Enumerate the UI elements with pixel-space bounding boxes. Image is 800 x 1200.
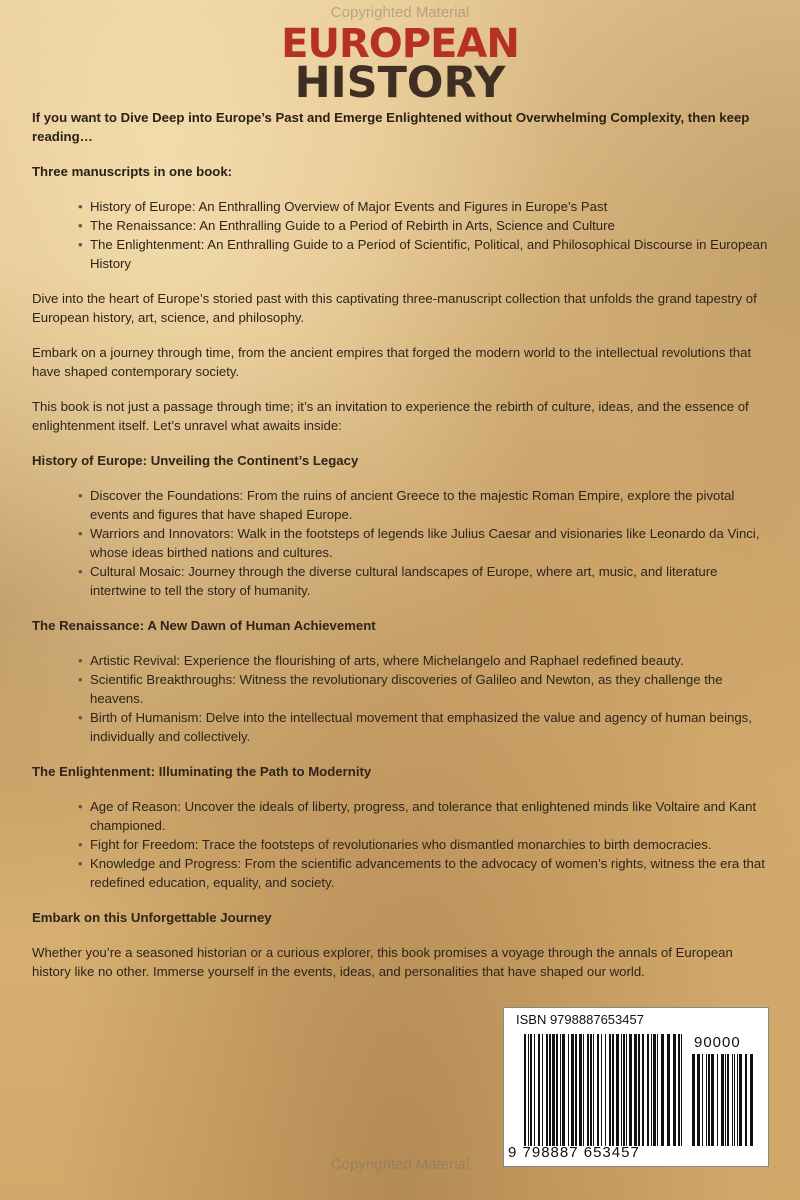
barcode-bar bbox=[609, 1034, 611, 1146]
barcode-bar bbox=[727, 1054, 729, 1146]
barcode-bar bbox=[579, 1034, 582, 1146]
barcode-bar bbox=[657, 1034, 658, 1146]
section-list bbox=[32, 651, 770, 746]
barcode-bar bbox=[706, 1054, 707, 1146]
copyright-watermark-top: Copyrighted Material bbox=[330, 4, 470, 21]
barcode-bar bbox=[571, 1034, 574, 1146]
ean-barcode bbox=[524, 1034, 684, 1146]
barcode-bar bbox=[556, 1034, 558, 1146]
section-heading: History of Europe: Unveiling the Continent’s Legacy bbox=[32, 453, 359, 468]
barcode-bar bbox=[562, 1034, 565, 1146]
list-item: • Age of Reason: Uncover the ideals of liberty, progress, and tolerance that enlightened minds like Voltaire and Kant championed. bbox=[90, 797, 770, 835]
barcode-bar bbox=[745, 1054, 747, 1146]
barcode-bar bbox=[530, 1034, 532, 1146]
closing-paragraph: Whether you’re a seasoned historian or a curious explorer, this book promises a voyage through the annals of European history like no other. Immerse yourself in the events, ideas, and personalities that have shaped our world. bbox=[32, 945, 733, 979]
barcode-bar bbox=[638, 1034, 640, 1146]
intro-hook: If you want to Dive Deep into Europe’s Past and Emerge Enlightened without Overwhelming Complexity, then keep reading… bbox=[32, 110, 750, 144]
barcode-bar bbox=[647, 1034, 649, 1146]
section-list bbox=[32, 797, 770, 892]
barcode-bar bbox=[651, 1034, 652, 1146]
barcode-bar bbox=[734, 1054, 735, 1146]
barcode-bar bbox=[542, 1034, 543, 1146]
barcode-bar bbox=[583, 1034, 584, 1146]
section-heading: The Enlightenment: Illuminating the Path to Modernity bbox=[32, 764, 372, 779]
price-code: 90000 bbox=[694, 1034, 741, 1051]
barcode-bar bbox=[546, 1034, 548, 1146]
barcode-bar bbox=[653, 1034, 656, 1146]
barcode-bar bbox=[673, 1034, 676, 1146]
barcode-bar bbox=[623, 1034, 625, 1146]
barcode-bar bbox=[737, 1054, 738, 1146]
closing-heading: Embark on this Unforgettable Journey bbox=[32, 910, 272, 925]
barcode-bar bbox=[708, 1054, 710, 1146]
paragraph: This book is not just a passage through time; it’s an invitation to experience the rebirth of culture, ideas, and the essence of enlightenment itself. Let’s unravel what awaits inside: bbox=[32, 399, 749, 433]
ean-digits: 9 798887 653457 bbox=[508, 1144, 640, 1161]
barcode-bar bbox=[642, 1034, 644, 1146]
list-item: • The Renaissance: An Enthralling Guide to a Period of Rebirth in Arts, Science and Culture bbox=[90, 216, 770, 235]
title-line-1: EUROPEAN bbox=[281, 21, 519, 67]
barcode-bar bbox=[528, 1034, 529, 1146]
barcode-bar bbox=[626, 1034, 627, 1146]
paragraph: Embark on a journey through time, from the ancient empires that forged the modern world to the intellectual revolutions that have shaped contemporary society. bbox=[32, 345, 752, 379]
list-item: • Birth of Humanism: Delve into the intellectual movement that emphasized the value and agency of human beings, individually and collectively. bbox=[90, 708, 770, 746]
barcode-bar bbox=[605, 1034, 606, 1146]
barcode-bar bbox=[678, 1034, 680, 1146]
list-item: • Cultural Mosaic: Journey through the diverse cultural landscapes of Europe, where art, music, and literature intertwine to tell the story of humanity. bbox=[90, 562, 770, 600]
barcode-bar bbox=[629, 1034, 632, 1146]
barcode-bar bbox=[593, 1034, 594, 1146]
copyright-watermark-bottom: Copyrighted Material bbox=[330, 1156, 470, 1173]
barcode-bar bbox=[725, 1054, 726, 1146]
barcode-bar bbox=[597, 1034, 599, 1146]
manuscripts-list bbox=[32, 197, 770, 273]
barcode-bar bbox=[750, 1054, 753, 1146]
barcode-bar bbox=[560, 1034, 561, 1146]
paragraph: Dive into the heart of Europe’s storied past with this captivating three-manuscript collection that unfolds the grand tapestry of European history, art, science, and philosophy. bbox=[32, 291, 757, 325]
list-item: • Artistic Revival: Experience the flourishing of arts, where Michelangelo and Raphael redefined beauty. bbox=[90, 651, 770, 670]
list-item: • Discover the Foundations: From the ruins of ancient Greece to the majestic Roman Empire, explore the pivotal events and figures that have shaped Europe. bbox=[90, 486, 770, 524]
barcode-bar bbox=[717, 1054, 718, 1146]
barcode-bar bbox=[601, 1034, 602, 1146]
isbn-label: ISBN 9798887653457 bbox=[516, 1012, 644, 1027]
barcode-bar bbox=[667, 1034, 670, 1146]
barcode-bar bbox=[524, 1034, 526, 1146]
barcode-bar bbox=[702, 1054, 703, 1146]
list-item: • Fight for Freedom: Trace the footsteps of revolutionaries who dismantled monarchies to birth democracies. bbox=[90, 835, 770, 854]
barcode-bar bbox=[681, 1034, 682, 1146]
barcode-bar bbox=[534, 1034, 535, 1146]
barcode-bar bbox=[697, 1054, 700, 1146]
list-item: • The Enlightenment: An Enthralling Guide to a Period of Scientific, Political, and Philosophical Discourse in European History bbox=[90, 235, 770, 273]
barcode-bar bbox=[616, 1034, 619, 1146]
addon-barcode bbox=[692, 1054, 754, 1146]
barcode-bar bbox=[692, 1054, 695, 1146]
barcode-bar bbox=[552, 1034, 555, 1146]
barcode-bar bbox=[634, 1034, 637, 1146]
section-list bbox=[32, 486, 770, 600]
section-heading: The Renaissance: A New Dawn of Human Achievement bbox=[32, 618, 376, 633]
barcode-bar bbox=[739, 1054, 742, 1146]
list-item: • Warriors and Innovators: Walk in the footsteps of legends like Julius Caesar and visionaries like Leonardo da Vinci, whose ideas birthed nations and cultures. bbox=[90, 524, 770, 562]
barcode-bar bbox=[590, 1034, 592, 1146]
barcode-bar bbox=[711, 1054, 714, 1146]
barcode-bar bbox=[568, 1034, 569, 1146]
barcode-bar bbox=[575, 1034, 577, 1146]
barcode-bar bbox=[587, 1034, 589, 1146]
isbn-barcode-box bbox=[503, 1007, 769, 1167]
manuscripts-heading: Three manuscripts in one book: bbox=[32, 164, 233, 179]
list-item: • Scientific Breakthroughs: Witness the revolutionary discoveries of Galileo and Newton, as they challenge the heavens. bbox=[90, 670, 770, 708]
barcode-bar bbox=[661, 1034, 664, 1146]
barcode-bar bbox=[612, 1034, 614, 1146]
list-item: • Knowledge and Progress: From the scientific advancements to the advocacy of women’s rights, witness the era that redefined education, equality, and society. bbox=[90, 854, 770, 892]
list-item: • History of Europe: An Enthralling Overview of Major Events and Figures in Europe’s Past bbox=[90, 197, 770, 216]
barcode-bar bbox=[549, 1034, 551, 1146]
back-cover-text bbox=[32, 108, 770, 997]
barcode-bar bbox=[621, 1034, 622, 1146]
barcode-bar bbox=[721, 1054, 724, 1146]
title-line-2: HISTORY bbox=[294, 58, 506, 108]
barcode-bar bbox=[732, 1054, 733, 1146]
barcode-bar bbox=[538, 1034, 540, 1146]
